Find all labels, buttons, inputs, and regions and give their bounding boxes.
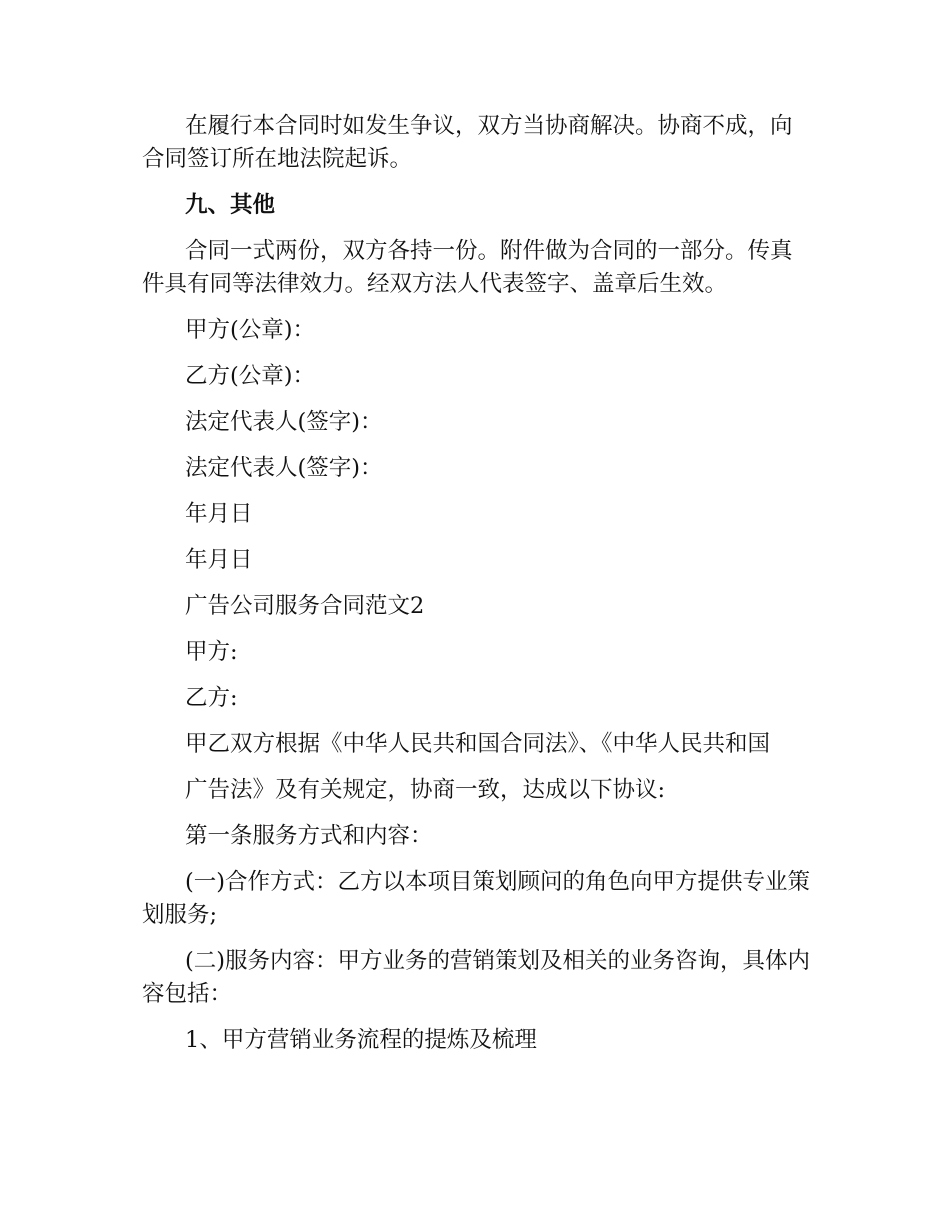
paragraph-dispute: 在履行本合同时如发生争议，双方当协商解决。协商不成，向合同签订所在地法院起诉。 (142, 113, 793, 172)
section-heading-other: 九、其他 (185, 192, 276, 218)
legal-rep-signature-line: 法定代表人(签字)： (185, 455, 383, 481)
contract-title: 广告公司服务合同范文2 (185, 593, 425, 619)
paragraph-copies: 合同一式两份，双方各持一份。附件做为合同的一部分。传真件具有同等法律效力。经双方法人代表签字、盖章后生效。 (142, 238, 793, 297)
date-line: 年月日 (185, 547, 253, 573)
party-b-seal-line: 乙方(公章)： (185, 363, 316, 389)
paragraph-legal-basis: 甲乙双方根据《中华人民共和国合同法》、《中华人民共和国 (185, 731, 771, 757)
paragraph-service-content: (二)服务内容：甲方业务的营销策划及相关的业务咨询，具体内容包括： (142, 948, 811, 1007)
legal-rep-signature-line: 法定代表人(签字)： (185, 409, 383, 435)
party-b-line: 乙方: (185, 685, 238, 711)
document-body (142, 110, 812, 1070)
paragraph-cooperation-mode: (一)合作方式：乙方以本项目策划顾问的角色向甲方提供专业策划服务; (142, 869, 811, 928)
party-a-line: 甲方: (185, 639, 238, 665)
party-a-seal-line: 甲方(公章)： (185, 317, 316, 343)
article-one-heading: 第一条服务方式和内容： (185, 823, 433, 849)
date-line: 年月日 (185, 501, 253, 527)
list-item: 1、甲方营销业务流程的提炼及梳理 (185, 1027, 537, 1053)
paragraph-legal-basis-continued: 广告法》及有关规定，协商一致，达成以下协议: (185, 777, 666, 803)
